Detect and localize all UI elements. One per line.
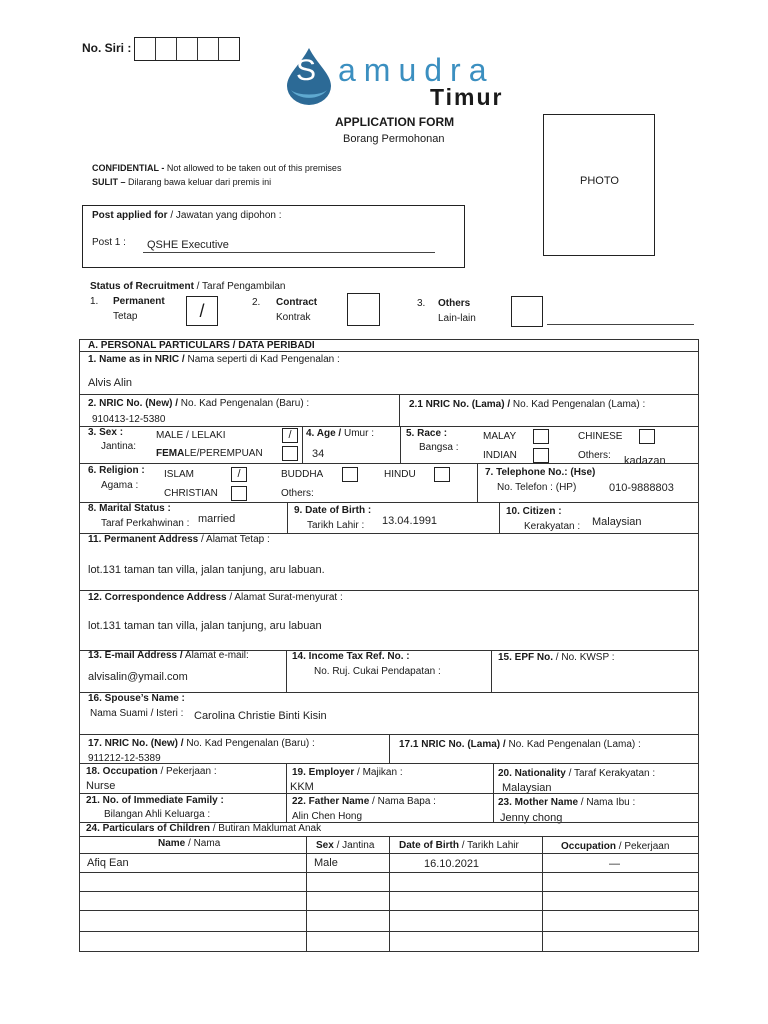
contract-label: Contract — [276, 297, 318, 308]
table-row[interactable] — [79, 872, 699, 873]
epf-label — [498, 652, 615, 663]
form-element: 1. — [90, 296, 99, 307]
name-value[interactable]: Alvis Alin — [88, 377, 133, 389]
post-applied-label — [92, 210, 282, 221]
form-element — [499, 502, 500, 533]
form-element — [218, 38, 219, 60]
form-element: / Taraf Kerakyatan : — [565, 768, 656, 779]
form-element: No. Kad Pengenalan (Baru) : — [183, 738, 315, 749]
form-element: Nama Suami / Isteri : — [90, 708, 184, 719]
spouse-nric-new-value[interactable]: 911212-12-5389 — [88, 753, 161, 764]
form-element: 20. Nationality — [498, 768, 566, 779]
form-element — [79, 502, 699, 503]
form-element: / Alamat Tetap : — [198, 534, 270, 545]
form-element: Post applied for — [92, 210, 168, 221]
form-element: No. Telefon : (HP) — [497, 482, 577, 493]
spouse-nric-old-label — [399, 739, 641, 750]
form-subtitle: Borang Permohonan — [343, 133, 445, 145]
form-element: Sex — [316, 840, 334, 851]
no-siri-boxes[interactable] — [134, 37, 240, 61]
form-element: Taraf Perkahwinan : — [101, 518, 190, 529]
buddha-checkbox[interactable] — [342, 467, 358, 482]
mother-name-label — [498, 797, 635, 808]
name-label — [88, 354, 340, 365]
form-element: INDIAN — [483, 450, 517, 461]
form-element: Not allowed to be taken out of this premises — [164, 163, 342, 173]
male-option: MALE / LELAKI — [156, 430, 226, 441]
no-siri-label: No. Siri : — [82, 41, 132, 55]
post1-value[interactable]: QSHE Executive — [147, 239, 229, 251]
form-element: / Alamat Surat-menyurat : — [226, 592, 343, 603]
mother-name-value[interactable]: Jenny chong — [500, 812, 563, 824]
form-element — [389, 734, 390, 763]
form-element — [302, 426, 303, 463]
form-element: 12. Correspondence Address — [88, 592, 227, 603]
telephone-value[interactable]: 010-9888803 — [609, 482, 674, 494]
employer-label — [292, 767, 403, 778]
father-name-value[interactable]: Alin Chen Hong — [292, 811, 363, 822]
age-value[interactable]: 34 — [312, 448, 325, 460]
nric-old-label — [409, 399, 645, 410]
employer-value[interactable]: KKM — [290, 781, 314, 793]
form-element: Kontrak — [276, 312, 311, 323]
form-element: Jantina: — [101, 441, 137, 452]
child-sex[interactable]: Male — [314, 857, 338, 869]
nationality-value[interactable]: Malaysian — [502, 782, 552, 794]
photo-box[interactable] — [543, 114, 655, 256]
dob-label: 9. Date of Birth : — [294, 505, 372, 516]
form-element: LE/PEREMPUAN — [184, 448, 263, 459]
form-element: No. Kad Pengenalan (Baru) : — [178, 398, 310, 409]
indian-checkbox[interactable] — [533, 448, 549, 463]
form-element: SULIT – — [92, 177, 126, 187]
children-header-occupation — [561, 841, 669, 852]
form-element: 22. Father Name — [292, 796, 370, 807]
form-element — [79, 763, 699, 764]
permanent-checkbox[interactable]: / — [186, 296, 218, 326]
form-element: 17.1 NRIC No. (Lama) / — [399, 739, 506, 750]
nric-new-label — [88, 398, 309, 409]
citizen-label: 10. Citizen : — [506, 506, 562, 517]
form-element — [197, 38, 198, 60]
form-element: BUDDHA — [281, 469, 324, 480]
form-element: Lain-lain — [438, 313, 476, 324]
form-element — [491, 650, 492, 692]
citizen-value[interactable]: Malaysian — [592, 516, 642, 528]
form-element — [286, 650, 287, 692]
correspondence-address-label — [88, 592, 343, 603]
spouse-value[interactable]: Carolina Christie Binti Kisin — [194, 710, 327, 722]
form-element: 11. Permanent Address — [88, 534, 199, 545]
female-checkbox[interactable] — [282, 446, 298, 461]
contract-checkbox[interactable] — [347, 293, 380, 326]
form-element: / Nama — [185, 838, 221, 849]
christian-checkbox[interactable] — [231, 486, 247, 501]
female-option — [156, 448, 263, 459]
form-element: Bangsa : — [419, 442, 459, 453]
form-element: 15. EPF No. — [498, 652, 554, 663]
form-element: CHRISTIAN — [164, 488, 218, 499]
children-label — [86, 823, 321, 834]
form-element — [143, 252, 435, 253]
form-element: Nama seperti di Kad Pengenalan : — [184, 354, 340, 365]
form-element: / Pekerjaan — [616, 841, 670, 852]
form-element: Agama : — [101, 480, 139, 491]
age-label — [306, 428, 374, 439]
form-element: / Majikan : — [354, 767, 403, 778]
children-header-sex — [316, 840, 374, 851]
form-element — [79, 426, 699, 427]
form-element: Umur : — [341, 428, 374, 439]
form-element: Status of Recruitment — [90, 281, 194, 292]
marital-label: 8. Marital Status : — [88, 503, 171, 514]
form-element: 17. NRIC No. (New) / — [88, 738, 184, 749]
form-element: 1. Name as in NRIC / — [88, 354, 185, 365]
form-element: Bilangan Ahli Keluarga : — [104, 809, 211, 820]
form-element: Name — [158, 838, 186, 849]
form-element: ISLAM — [164, 469, 195, 480]
form-element: 3. — [417, 298, 426, 309]
form-element: 24. Particulars of Children — [86, 823, 210, 834]
form-element: 2. — [252, 297, 261, 308]
children-header-name — [158, 838, 220, 849]
others-label: Others — [438, 298, 471, 309]
form-element: HINDU — [384, 469, 416, 480]
nationality-label — [498, 768, 655, 779]
confidential-notice-en — [92, 163, 341, 173]
email-label — [88, 650, 249, 661]
form-element: Date of Birth — [399, 840, 459, 851]
form-element: / No. KWSP : — [553, 652, 615, 663]
form-element: Tetap — [113, 311, 138, 322]
race-label: 5. Race : — [406, 428, 448, 439]
form-element: No. Kad Pengenalan (Lama) : — [510, 399, 646, 410]
permanent-address-value[interactable]: lot.131 taman tan villa, jalan tanjung, aru labuan. — [88, 564, 325, 576]
logo-wordmark: amudra — [338, 52, 495, 88]
form-element: Kerakyatan : — [524, 521, 581, 532]
child-dob[interactable]: 16.10.2021 — [424, 858, 480, 870]
form-element: FEMA — [156, 448, 185, 459]
form-element — [477, 463, 478, 502]
telephone-label: 7. Telephone No.: (Hse) — [485, 467, 596, 478]
form-element: / Tarikh Lahir — [459, 840, 519, 851]
spouse-label: 16. Spouse’s Name : — [88, 693, 185, 704]
malay-checkbox[interactable] — [533, 429, 549, 444]
form-element: CONFIDENTIAL - — [92, 163, 165, 173]
form-element — [79, 853, 699, 854]
confidential-notice-my — [92, 177, 271, 187]
nric-new-value[interactable]: 910413-12-5380 — [92, 414, 166, 425]
form-element: 2. NRIC No. (New) / — [88, 398, 179, 409]
form-element: / Nama Ibu : — [578, 797, 636, 808]
post-applied-box — [82, 205, 465, 268]
form-element: MALAY — [483, 431, 517, 442]
email-value[interactable]: alvisalin@ymail.com — [88, 671, 188, 683]
recruitment-label — [90, 281, 285, 292]
income-tax-label: 14. Income Tax Ref. No. : — [292, 651, 410, 662]
form-element: / Nama Bapa : — [369, 796, 436, 807]
others-checkbox[interactable] — [511, 296, 543, 327]
photo-label: PHOTO — [580, 175, 619, 187]
table-row[interactable] — [79, 910, 699, 911]
form-element — [176, 38, 177, 60]
marital-value[interactable]: married — [198, 513, 236, 525]
form-element — [79, 463, 699, 464]
form-element: CHINESE — [578, 431, 623, 442]
form-element: / Taraf Pengambilan — [193, 281, 286, 292]
family-count-label: 21. No. of Immediate Family : — [86, 795, 224, 806]
permanent-label: Permanent — [113, 296, 165, 307]
hindu-checkbox[interactable] — [434, 467, 450, 482]
correspondence-address-value[interactable]: lot.131 taman tan villa, jalan tanjung, aru labuan — [88, 620, 322, 632]
form-element — [155, 38, 156, 60]
form-element: / Jawatan yang dipohon : — [167, 210, 282, 221]
form-element — [79, 590, 699, 591]
form-element: / Jantina — [333, 840, 375, 851]
permanent-address-label — [88, 534, 270, 545]
form-element — [79, 394, 699, 395]
sex-label: 3. Sex : — [88, 427, 124, 438]
child-name[interactable]: Afiq Ean — [87, 857, 129, 869]
logo-letter-s: S — [296, 54, 317, 87]
others-specify-line[interactable] — [547, 324, 694, 325]
form-element — [79, 351, 699, 352]
form-element — [287, 502, 288, 533]
form-element: 23. Mother Name — [498, 797, 579, 808]
children-header-dob — [399, 840, 519, 851]
form-element: 4. Age / — [306, 428, 342, 439]
religion-label: 6. Religion : — [88, 465, 145, 476]
section-a-title: A. PERSONAL PARTICULARS / DATA PERIBADI — [88, 340, 315, 351]
occupation-value[interactable]: Nurse — [86, 780, 116, 792]
form-element: 18. Occupation — [86, 766, 158, 777]
form-element — [399, 394, 400, 426]
form-element: Tarikh Lahir : — [307, 520, 365, 531]
dob-value[interactable]: 13.04.1991 — [382, 515, 438, 527]
form-element: No. Kad Pengenalan (Lama) : — [505, 739, 641, 750]
spouse-nric-new-label — [88, 738, 315, 749]
father-name-label — [292, 796, 436, 807]
table-row[interactable] — [79, 891, 699, 892]
post1-label: Post 1 : — [92, 237, 126, 248]
logo-subtitle: Timur — [430, 84, 504, 110]
form-element: Others: — [578, 450, 611, 461]
form-element: Occupation — [561, 841, 617, 852]
form-element — [79, 793, 699, 794]
form-element: 13. E-mail Address / — [88, 650, 183, 661]
form-title: APPLICATION FORM — [335, 115, 455, 129]
islam-checkbox[interactable]: / — [231, 467, 247, 482]
form-element: / Pekerjaan : — [157, 766, 217, 777]
form-element: 19. Employer — [292, 767, 355, 778]
chinese-checkbox[interactable] — [639, 429, 655, 444]
form-element: Others: — [281, 488, 314, 499]
form-element: Alamat e-mail: — [182, 650, 249, 661]
occupation-label — [86, 766, 217, 777]
form-element — [400, 426, 401, 463]
form-element: No. Ruj. Cukai Pendapatan : — [314, 666, 441, 677]
child-occupation[interactable]: — — [609, 858, 620, 870]
form-element: / Butiran Maklumat Anak — [209, 823, 322, 834]
form-element: 2.1 NRIC No. (Lama) / — [409, 399, 511, 410]
form-element: Dilarang bawa keluar dari premis ini — [125, 177, 272, 187]
male-checkbox[interactable]: / — [282, 428, 298, 443]
race-others-value[interactable]: kadazan — [624, 455, 666, 467]
table-row[interactable] — [79, 931, 699, 932]
